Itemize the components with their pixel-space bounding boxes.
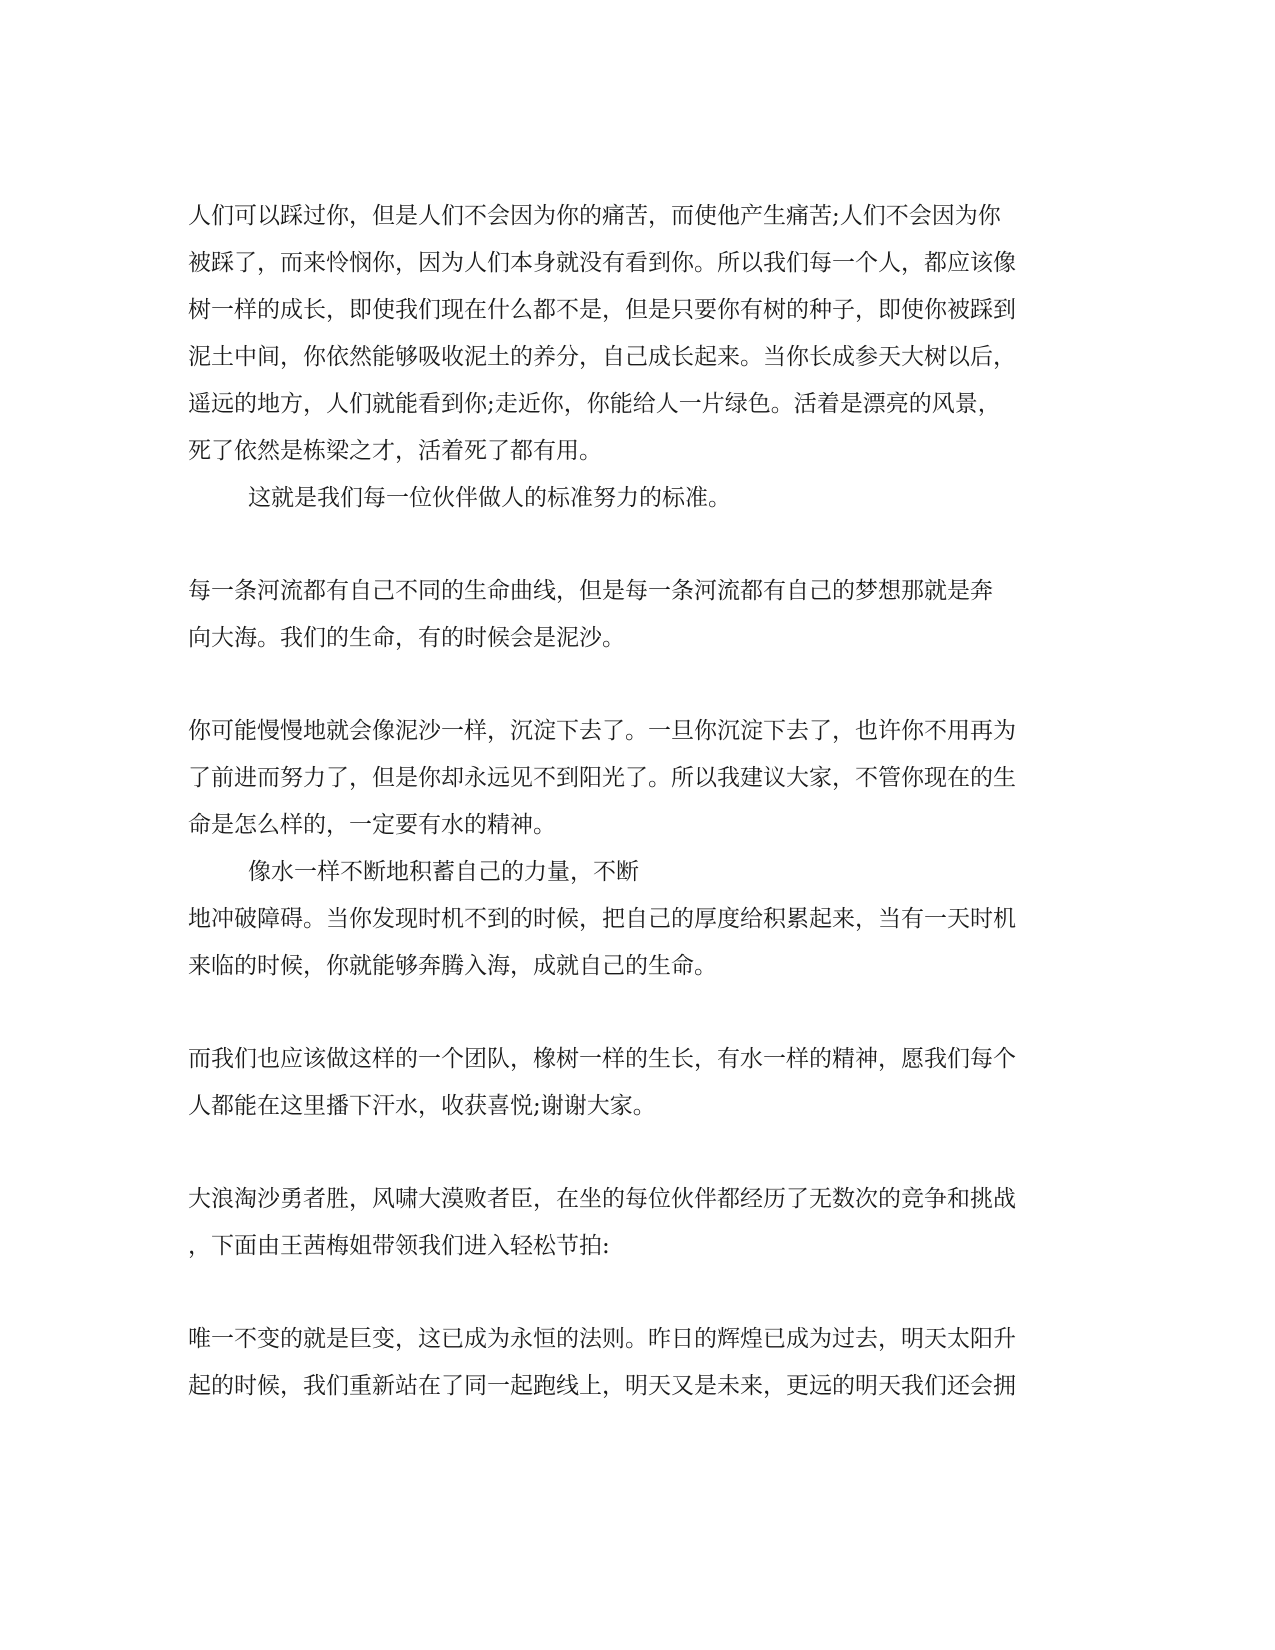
text-line-14: 地冲破障碍。当你发现时机不到的时候，把自己的厚度给积累起来，当有一天时机 xyxy=(188,906,1016,932)
text-line-3: 树一样的成长，即使我们现在什么都不是，但是只要你有树的种子，即使你被踩到 xyxy=(188,297,1016,323)
text-line-7: 这就是我们每一位伙伴做人的标准努力的标准。 xyxy=(248,485,731,511)
text-line-21: 起的时候，我们重新站在了同一起跑线上，明天又是未来，更远的明天我们还会拥 xyxy=(188,1373,1016,1399)
text-line-17: 人都能在这里播下汗水，收获喜悦;谢谢大家。 xyxy=(188,1093,656,1119)
text-line-19: ，下面由王茜梅姐带领我们进入轻松节拍: xyxy=(188,1233,610,1259)
text-line-1: 人们可以踩过你，但是人们不会因为你的痛苦，而使他产生痛苦;人们不会因为你 xyxy=(188,203,1001,229)
text-line-13: 像水一样不断地积蓄自己的力量，不断 xyxy=(248,859,639,885)
text-line-4: 泥土中间，你依然能够吸收泥土的养分，自己成长起来。当你长成参天大树以后， xyxy=(188,344,1016,370)
text-line-15: 来临的时候，你就能够奔腾入海，成就自己的生命。 xyxy=(188,953,717,979)
text-line-9: 向大海。我们的生命，有的时候会是泥沙。 xyxy=(188,625,625,651)
text-line-20: 唯一不变的就是巨变，这已成为永恒的法则。昨日的辉煌已成为过去，明天太阳升 xyxy=(188,1326,1016,1352)
text-line-10: 你可能慢慢地就会像泥沙一样，沉淀下去了。一旦你沉淀下去了，也许你不用再为 xyxy=(188,718,1016,744)
text-line-5: 遥远的地方，人们就能看到你;走近你，你能给人一片绿色。活着是漂亮的风景， xyxy=(188,391,1001,417)
text-line-2: 被踩了，而来怜悯你，因为人们本身就没有看到你。所以我们每一个人，都应该像 xyxy=(188,250,1016,276)
text-line-11: 了前进而努力了，但是你却永远见不到阳光了。所以我建议大家，不管你现在的生 xyxy=(188,765,1016,791)
text-line-8: 每一条河流都有自己不同的生命曲线，但是每一条河流都有自己的梦想那就是奔 xyxy=(188,578,993,604)
text-line-16: 而我们也应该做这样的一个团队，橡树一样的生长，有水一样的精神，愿我们每个 xyxy=(188,1046,1016,1072)
text-line-18: 大浪淘沙勇者胜，风啸大漠败者臣，在坐的每位伙伴都经历了无数次的竞争和挑战 xyxy=(188,1186,1016,1212)
text-line-6: 死了依然是栋梁之才，活着死了都有用。 xyxy=(188,438,602,464)
text-line-12: 命是怎么样的，一定要有水的精神。 xyxy=(188,812,556,838)
